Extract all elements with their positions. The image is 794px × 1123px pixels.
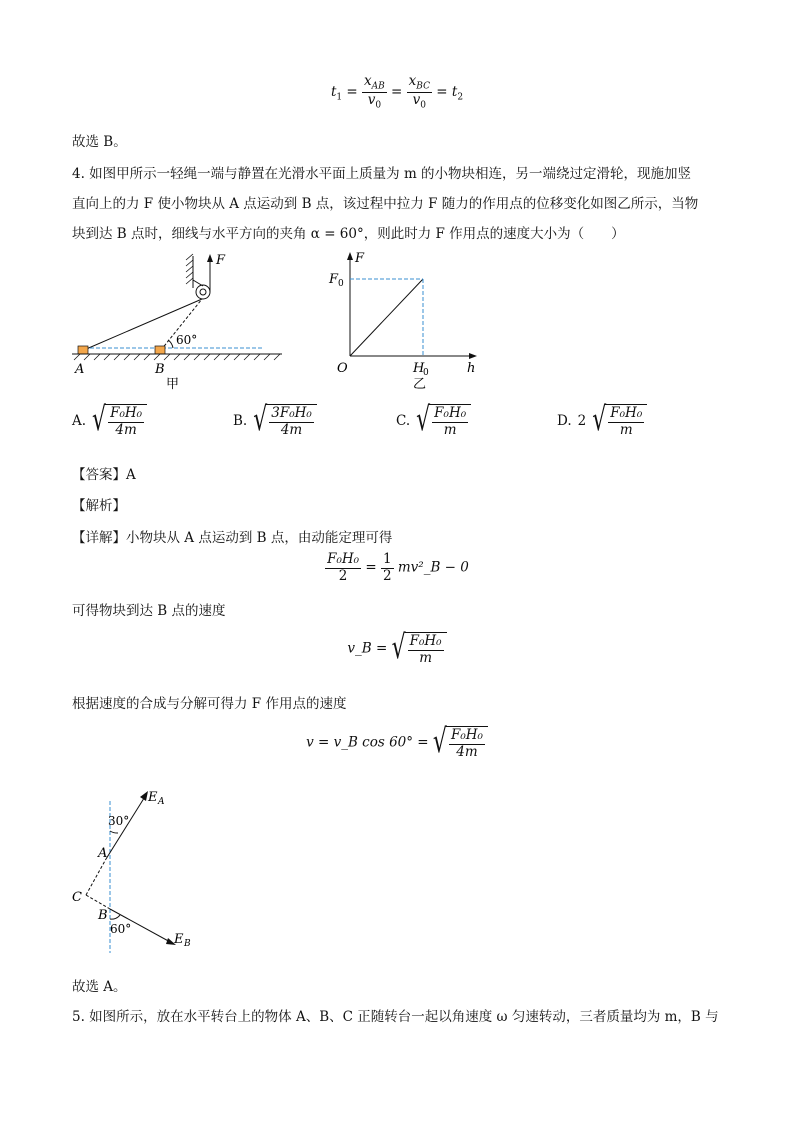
- svg-text:B: B: [184, 939, 191, 949]
- svg-text:A: A: [98, 846, 108, 861]
- label-B: B: [155, 362, 165, 377]
- angle-60: 60°: [176, 333, 198, 347]
- final-answer: 故选 A。: [72, 979, 127, 995]
- detail-line3: 根据速度的合成与分解可得力 F 作用点的速度: [72, 696, 347, 712]
- svg-text:A: A: [158, 797, 165, 807]
- svg-text:0: 0: [338, 279, 344, 289]
- svg-text:C: C: [72, 890, 82, 905]
- equation-energy: $\frac{\text{F₀H₀}}{2}$ = $\frac{1}{2}$ mv²_B − 0: [327, 551, 469, 584]
- caption-yi: 乙: [413, 377, 427, 390]
- svg-text:E: E: [148, 790, 158, 805]
- q4-line2: 直向上的力 F 使小物块从 A 点运动到 B 点，该过程中拉力 F 随力的作用点的位移变化如图乙所示，当物: [72, 196, 699, 212]
- q4-line1: 4. 如图甲所示一轻绳一端与静置在光滑水平面上质量为 m 的小物块相连，另一端绕过定滑轮，现施加竖: [72, 166, 692, 182]
- prev-answer: 故选 B。: [72, 134, 127, 150]
- svg-text:F: F: [355, 251, 365, 266]
- figure-field: [68, 785, 208, 955]
- option-a[interactable]: A. √ $\frac{\text{F₀H₀}}{4m}$: [72, 404, 147, 438]
- caption-jia: 甲: [166, 377, 180, 390]
- analysis-tag: 【解析】: [72, 498, 126, 514]
- svg-text:H: H: [413, 361, 425, 376]
- label-A: A: [75, 362, 85, 377]
- option-c[interactable]: C. √ $\frac{\text{F₀H₀}}{m}$: [396, 404, 471, 438]
- svg-text:0: 0: [423, 368, 429, 378]
- figure-yi: [325, 250, 485, 390]
- detail-line1: 【详解】小物块从 A 点运动到 B 点，由动能定理可得: [72, 530, 393, 546]
- option-b[interactable]: B. √ $\frac{\text{3F₀H₀}}{4m}$: [233, 404, 317, 438]
- svg-text:O: O: [337, 361, 348, 376]
- svg-text:E: E: [174, 932, 184, 947]
- equation-vb: v_B = √ $\frac{\text{F₀H₀}}{m}$: [0, 632, 794, 666]
- svg-text:30°: 30°: [108, 814, 130, 828]
- svg-text:F: F: [329, 272, 339, 287]
- svg-text:B: B: [98, 908, 108, 923]
- equation-v: v = v_B cos 60° = √ $\frac{\text{F₀H₀}}{4m}$: [0, 726, 794, 760]
- svg-text:h: h: [467, 361, 476, 376]
- answer: 【答案】A: [72, 467, 136, 483]
- q4-line3: 块到达 B 点时，细线与水平方向的夹角 α = 60°，则此时力 F 作用点的速度大小为（ ）: [72, 226, 625, 242]
- q5-line1: 5. 如图所示，放在水平转台上的物体 A、B、C 正随转台一起以角速度 ω 匀速转动，三者质量均为 m，B 与: [72, 1009, 719, 1025]
- svg-text:60°: 60°: [110, 922, 132, 936]
- equation-t: $t_1$ = $\frac{x_{AB}}{v_0}$ = $\frac{x_{BC}}{v_0}$ = $t_2$: [330, 73, 464, 111]
- detail-line2: 可得物块到达 B 点的速度: [72, 603, 226, 619]
- option-d[interactable]: D. 2 √ $\frac{\text{F₀H₀}}{m}$: [557, 404, 647, 438]
- label-F: F: [216, 253, 226, 268]
- figure-jia: [70, 250, 290, 390]
